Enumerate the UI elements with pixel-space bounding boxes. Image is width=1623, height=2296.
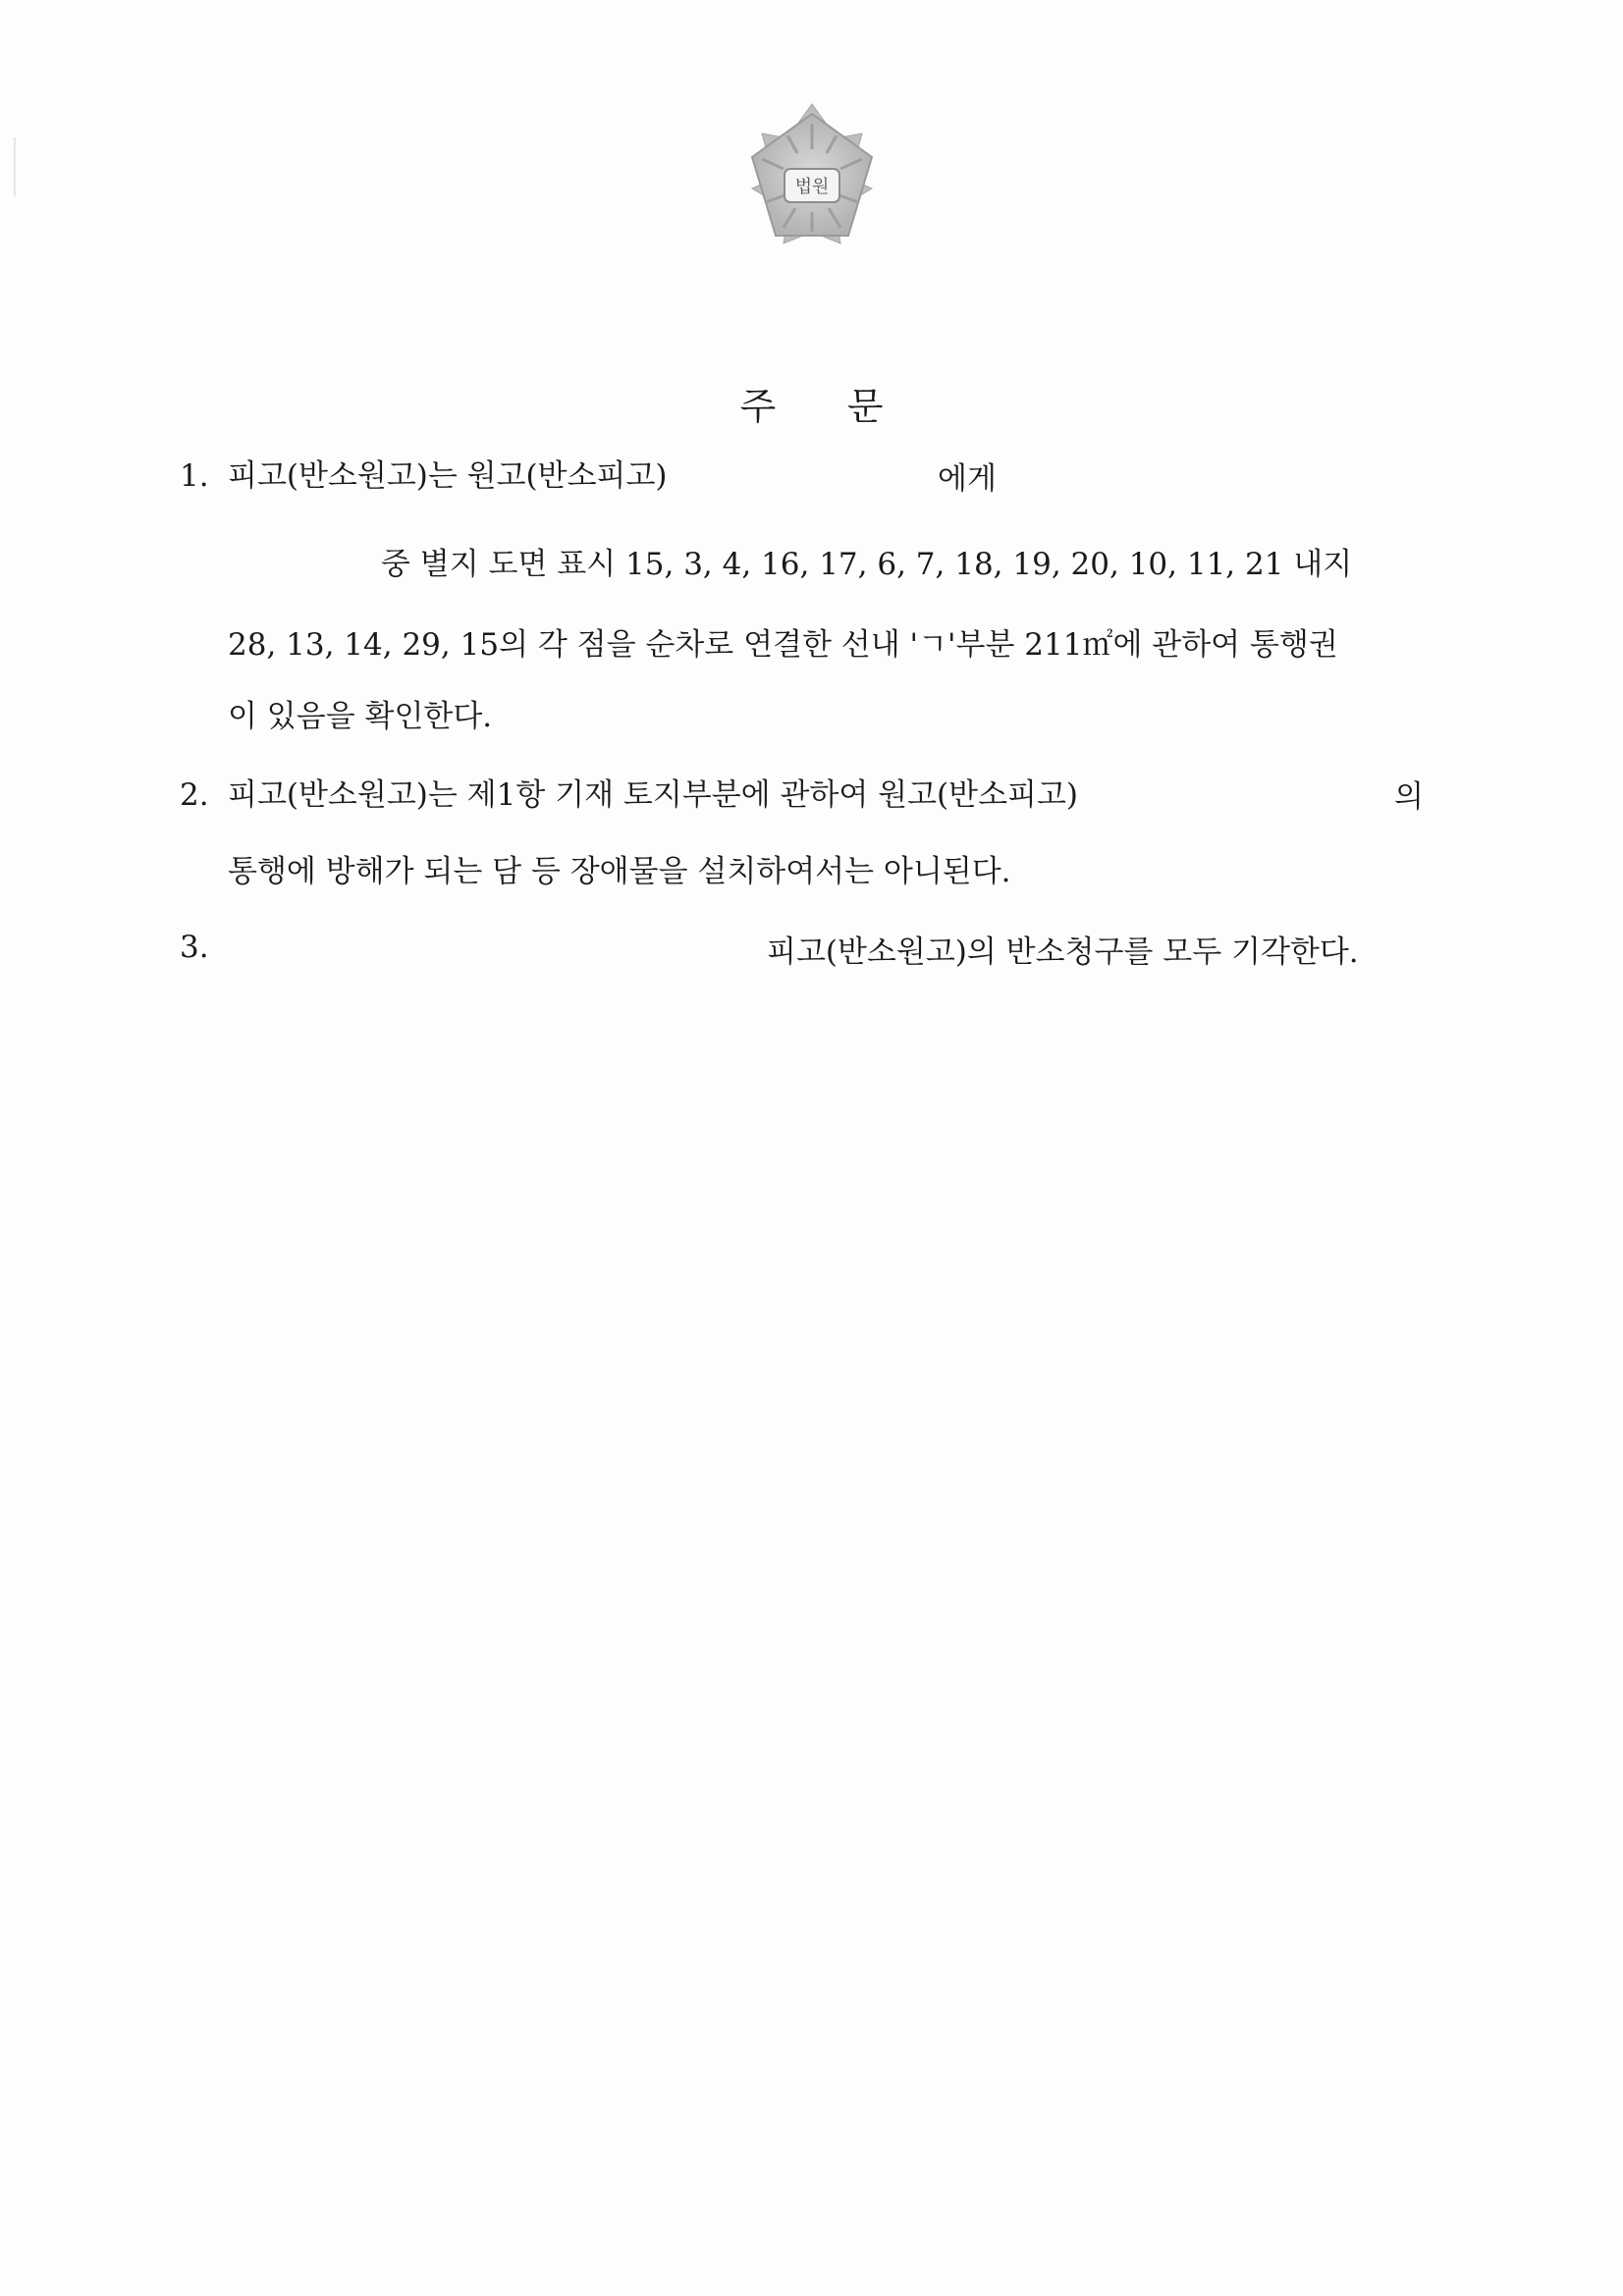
court-seal-text: 법원 [794,177,830,197]
item-1-line1-left: 피고(반소원고)는 원고(반소피고) [228,458,668,494]
item-1-number: 1. [180,458,209,494]
item-2-number: 2. [180,777,209,813]
item-1-line1-right: 에게 [938,461,997,497]
item-2-line2: 통행에 방해가 되는 담 등 장애물을 설치하여서는 아니된다. [228,854,1011,889]
item-3-line1-right: 피고(반소원고)의 반소청구를 모두 기각한다. [767,934,1359,970]
court-seal-emblem [738,98,886,255]
item-1-line4: 이 있음을 확인한다. [228,699,493,734]
item-2-line1-left: 피고(반소원고)는 제1항 기재 토지부분에 관하여 원고(반소피고) [228,777,1079,813]
page-title: 주 문 [739,385,884,428]
item-3-number: 3. [180,930,209,965]
item-1-line3: 28, 13, 14, 29, 15의 각 점을 순차로 연결한 선내 'ㄱ'부분 211㎡에 관하여 통행권 [228,627,1338,663]
item-1-line2: 중 별지 도면 표시 15, 3, 4, 16, 17, 6, 7, 18, 19, 20, 10, 11, 21 내지 [381,547,1353,582]
item-2-line1-right: 의 [1394,779,1424,815]
